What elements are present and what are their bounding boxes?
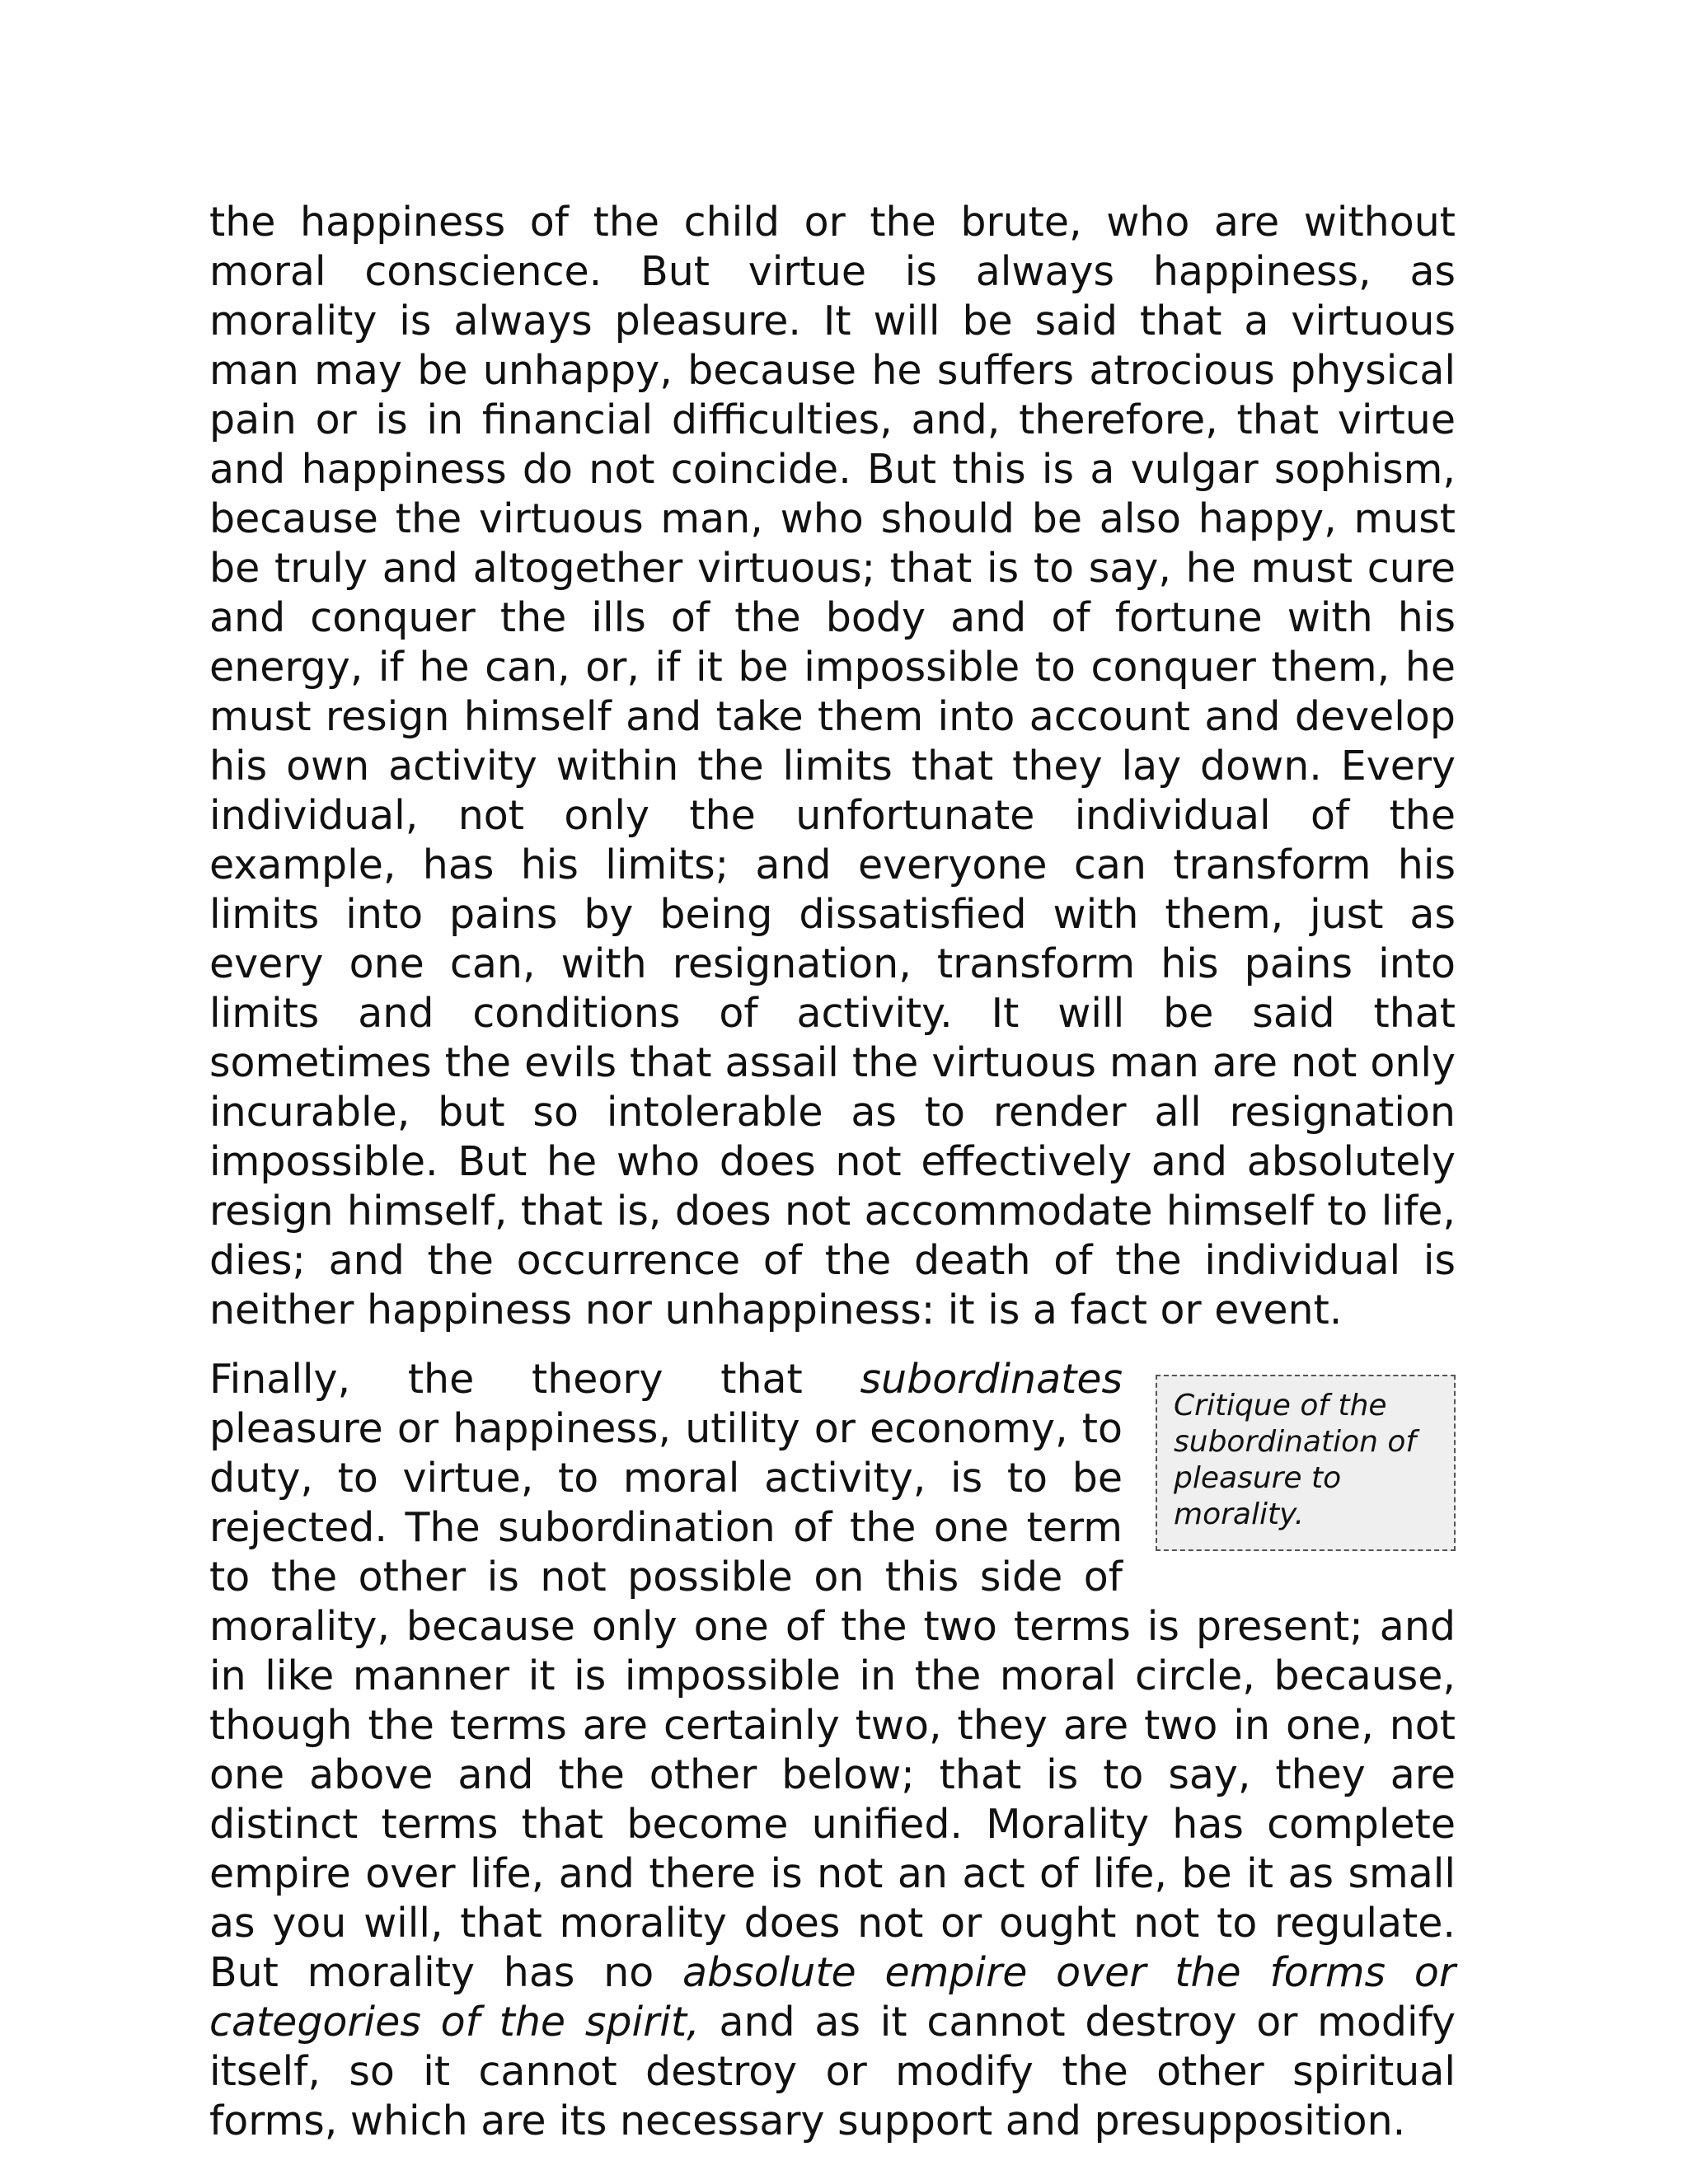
- paragraph-2-emphasis-1: subordinates: [860, 1356, 1123, 1403]
- document-page: [209, 198, 1456, 2146]
- paragraph-1: the happiness of the child or the brute, who are without moral conscience. But virtue is always happiness, as morality is always pleasure. It will be said that a virtuous man may be unhappy, because he suffers atrocious physical pain or is in financial difficulties, and, therefore, that virtue and happiness do not coincide. But this is a vulgar sophism, because the virtuous man, who should be also happy, must be truly and altogether virtuous; that is to say, he must cure and conquer the ills of the body and of fortune with his energy, if he can, or, if it be impossible to conquer them, he must resign himself and take them into account and develop his own activity within the limits that they lay down. Every individual, not only the unfortunate individual of the example, has his limits; and everyone can transform his limits into pains by being dissatisfied with them, just as every one can, with resignation, transform his pains into limits and conditions of activity. It will be said that sometimes the evils that assail the virtuous man are not only incurable, but so intolerable as to render all resignation impossible. But he who does not effectively and absolutely resign himself, that is, does not accommodate himself to life, dies; and the occurrence of the death of the individual is neither happiness nor unhappiness: it is a fact or event.: [209, 199, 1456, 1333]
- paragraph-2-emphasis-2: absolute empire over the forms or categories of the spirit,: [209, 1949, 1456, 2046]
- paragraph-2-block: [209, 1355, 1456, 2146]
- paragraph-2-text-1: Finally, the theory that: [209, 1356, 860, 1403]
- paragraph-2-text-2: pleasure or happiness, utility or economy, to duty, to virtue, to moral activity, is to be rejected. The subordination of the one term to the other is not possible on this side of morality, because only one of the two terms is present; and in like manner it is impossible in the moral circle, because, though the terms are certainly two, they are two in one, not one above and the other below; that is to say, they are distinct terms that become unified. Morality has complete empire over life, and there is not an act of life, be it as small as you will, that morality does not or ought not to regulate. But morality has no: [209, 1405, 1456, 1996]
- margin-note: Critique of the subordination of pleasure to morality.: [1156, 1375, 1456, 1551]
- paragraph-2-text-3: and as it cannot destroy or modify itself, so it cannot destroy or modify the other spiritual forms, which are its necessary support and presupposition.: [209, 1999, 1456, 2144]
